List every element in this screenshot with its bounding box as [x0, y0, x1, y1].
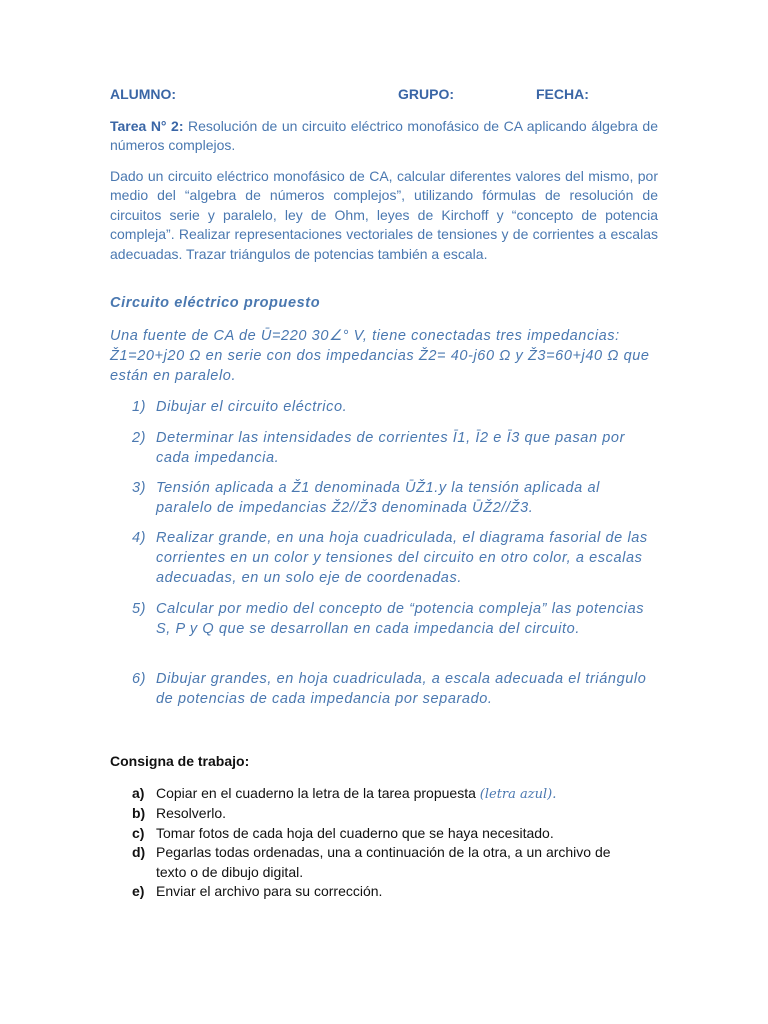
consigna-item	[132, 843, 642, 882]
list-item	[132, 397, 658, 417]
section-title-block	[110, 295, 658, 311]
list-item-number: 5)	[132, 601, 147, 617]
consigna-item-text: Enviar el archivo para su corrección.	[156, 883, 383, 900]
consigna-item	[132, 804, 642, 823]
list-item-number: 3)	[132, 480, 147, 496]
consigna-item	[132, 882, 642, 901]
list-item-number: 2)	[132, 430, 147, 446]
list-item-text: Dibujar grandes, en hoja cuadriculada, a escala adecuada el triángulo de potencias de cada impedancia por separado.	[156, 671, 647, 707]
consigna-item-text: Copiar en el cuaderno la letra de la tarea propuesta	[156, 785, 480, 801]
fecha-label: FECHA:	[536, 86, 589, 102]
consigna-item	[132, 784, 642, 804]
statement-text: Una fuente de CA de Ū=220 30∠° V, tiene conectadas tres impedancias: Ž1=20+j20 Ω en serie con dos impedancias Ž2= 40-j60 Ω y Ž3=60+j40 Ω que están en paralelo.	[110, 328, 650, 384]
tarea-label: Tarea N° 2:	[110, 118, 184, 134]
list-item-number: 4)	[132, 530, 147, 546]
list-item	[132, 599, 658, 639]
list-item-text: Calcular por medio del concepto de “potencia compleja” las potencias S, P y Q que se desarrollan en cada impedancia del circuito.	[156, 601, 645, 637]
list-item-text: Tensión aplicada a Ž1 denominada ŪŽ1.y la tensión aplicada al paralelo de impedancias Ž2//Ž3 denominada ŪŽ2//Ž3.	[156, 480, 600, 516]
consigna-list	[132, 784, 642, 901]
tarea-paragraph	[110, 117, 658, 156]
consigna-title-block	[110, 753, 658, 771]
consigna-item-letter: c)	[132, 824, 145, 841]
consigna-item-letter: a)	[132, 785, 145, 801]
list-item-number: 6)	[132, 671, 147, 687]
consigna-item-text: Tomar fotos de cada hoja del cuaderno que se haya necesitado.	[156, 824, 554, 841]
list-item	[132, 428, 658, 468]
grupo-label: GRUPO:	[398, 86, 454, 102]
list-item-text: Dibujar el circuito eléctrico.	[156, 399, 348, 415]
list-item-number: 1)	[132, 399, 147, 415]
header-row	[110, 86, 658, 106]
statement-block	[110, 326, 658, 386]
consigna-item-note: (letra azul).	[479, 787, 557, 802]
alumno-label: ALUMNO:	[110, 86, 177, 102]
consigna-item-text: Pegarlas todas ordenadas, una a continuación de la otra, a un archivo de texto o de dibujo digital.	[156, 844, 611, 880]
tarea-text: Resolución de un circuito eléctrico monofásico de CA aplicando álgebra de números complejos.	[110, 118, 658, 154]
consigna-item-letter: e)	[132, 883, 145, 900]
intro-paragraph	[110, 167, 658, 264]
consigna-item-text: Resolverlo.	[156, 805, 227, 822]
consigna-item	[132, 824, 642, 843]
consigna-item-letter: d)	[132, 844, 146, 861]
list-item-text: Realizar grande, en una hoja cuadriculada, el diagrama fasorial de las corrientes en un color y tensiones del circuito en otro color, a escalas adecuadas, en un solo eje de coordenadas.	[156, 530, 648, 586]
consigna-title: Consigna de trabajo:	[110, 753, 250, 769]
list-item	[132, 528, 658, 588]
list-item-text: Determinar las intensidades de corrientes Ī1, Ī2 e Ī3 que pasan por cada impedancia.	[156, 430, 626, 466]
list-item	[132, 478, 658, 518]
intro-text: Dado un circuito eléctrico monofásico de CA, calcular diferentes valores del mismo, por medio del “algebra de números complejos”, utilizando fórmulas de resolución de circuitos serie y paralelo, ley de Ohm, leyes de Kirchoff y “concepto de potencia compleja”. Realizar representaciones vectoriales de tensiones y de corrientes a escalas adecuadas. Trazar triángulos de potencias también a escala.	[110, 168, 658, 262]
list-item	[132, 669, 658, 709]
consigna-item-letter: b)	[132, 805, 146, 822]
section-title: Circuito eléctrico propuesto	[110, 295, 321, 311]
